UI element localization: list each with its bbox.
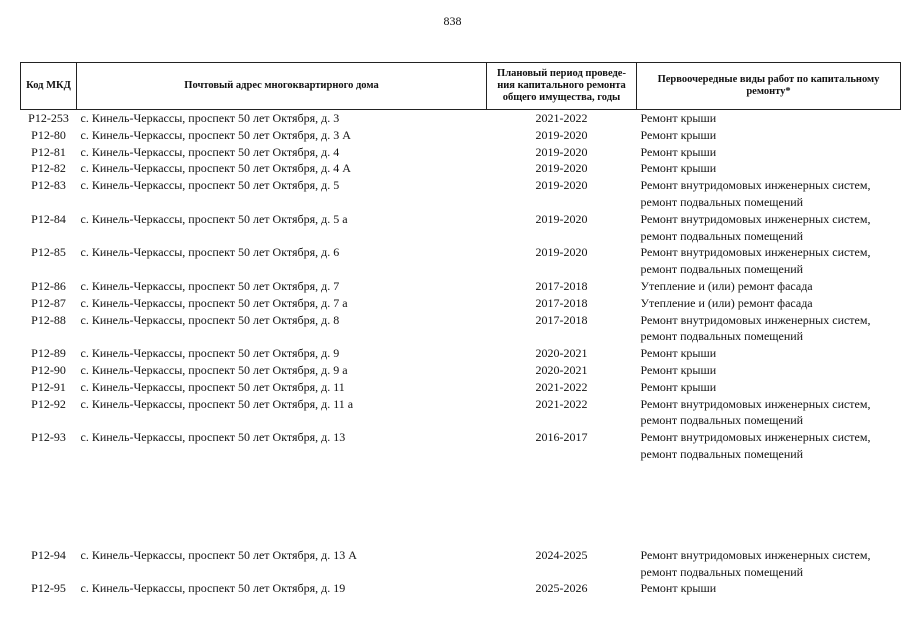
cell-code: Р12-85 <box>31 245 66 260</box>
cell-address: с. Кинель-Черкассы, проспект 50 лет Октября, д. 9 а <box>80 362 348 377</box>
table-row <box>21 144 901 161</box>
cell-code: Р12-90 <box>31 362 66 377</box>
cell-works: Ремонт крыши <box>640 581 717 596</box>
table-row <box>21 429 901 463</box>
cell-works: Ремонт крыши <box>640 144 717 159</box>
cell-code: Р12-83 <box>31 178 66 193</box>
cell-period: 2019-2020 <box>535 161 588 176</box>
cell-code: Р12-95 <box>31 581 66 596</box>
cell-address: с. Кинель-Черкассы, проспект 50 лет Октября, д. 11 <box>80 379 345 394</box>
table-row <box>21 379 901 396</box>
cell-address: с. Кинель-Черкассы, проспект 50 лет Октября, д. 19 <box>80 581 346 596</box>
cell-works: Утепление и (или) ремонт фасада <box>640 295 813 310</box>
cell-address: с. Кинель-Черкассы, проспект 50 лет Октября, д. 9 <box>80 346 340 361</box>
table-row <box>21 177 901 211</box>
cell-period: 2019-2020 <box>535 178 588 193</box>
cell-period: 2019-2020 <box>535 127 588 142</box>
cell-period: 2021-2022 <box>535 379 588 394</box>
table-row <box>21 127 901 144</box>
cell-address: с. Кинель-Черкассы, проспект 50 лет Октября, д. 7 а <box>80 295 348 310</box>
repair-schedule-table <box>20 62 901 597</box>
cell-address: с. Кинель-Черкассы, проспект 50 лет Октября, д. 4 А <box>80 161 351 176</box>
cell-works: Ремонт внутридомовых инженерных систем, ремонт подвальных помещений <box>640 211 871 243</box>
cell-code: Р12-253 <box>28 111 69 125</box>
page-number: 838 <box>443 14 462 28</box>
cell-code: Р12-91 <box>31 379 66 394</box>
header-address: Почтовый адрес многоквартирного дома <box>77 63 487 110</box>
cell-address: с. Кинель-Черкассы, проспект 50 лет Октября, д. 8 <box>80 312 340 327</box>
cell-code: Р12-81 <box>31 144 66 159</box>
cell-works: Ремонт внутридомовых инженерных систем, ремонт подвальных помещений <box>640 396 871 428</box>
cell-code: Р12-93 <box>31 430 66 445</box>
header-period: Плановый период проведе-ния капитального ремонта общего имущества, годы <box>487 63 637 110</box>
cell-period: 2019-2020 <box>535 211 588 226</box>
cell-period: 2019-2020 <box>535 144 588 159</box>
cell-code: Р12-89 <box>31 346 66 361</box>
cell-works: Ремонт крыши <box>640 379 717 394</box>
table-row <box>21 295 901 312</box>
cell-period: 2021-2022 <box>535 396 588 411</box>
cell-code: Р12-80 <box>31 127 66 142</box>
cell-works: Ремонт внутридомовых инженерных систем, ремонт подвальных помещений <box>640 178 871 209</box>
cell-code: Р12-94 <box>31 547 66 562</box>
cell-address: с. Кинель-Черкассы, проспект 50 лет Октября, д. 5 а <box>80 211 348 226</box>
cell-code: Р12-82 <box>31 161 66 176</box>
table-body <box>21 110 901 598</box>
cell-code: Р12-86 <box>31 278 66 293</box>
cell-works: Ремонт крыши <box>640 161 717 176</box>
cell-code: Р12-88 <box>31 312 66 327</box>
cell-period: 2024-2025 <box>535 547 588 562</box>
header-works: Первоочередные виды работ по капитальному ремонту* <box>637 63 901 110</box>
cell-period: 2017-2018 <box>535 312 588 327</box>
cell-period: 2020-2021 <box>535 346 588 361</box>
cell-address: с. Кинель-Черкассы, проспект 50 лет Октября, д. 11 а <box>80 396 354 411</box>
table-row <box>21 396 901 430</box>
cell-period: 2019-2020 <box>535 245 588 260</box>
cell-period: 2021-2022 <box>535 111 588 125</box>
cell-address: с. Кинель-Черкассы, проспект 50 лет Октября, д. 13 <box>80 430 346 445</box>
cell-works: Ремонт внутридомовых инженерных систем, ремонт подвальных помещений <box>640 312 871 344</box>
cell-works: Ремонт крыши <box>640 111 717 125</box>
cell-address: с. Кинель-Черкассы, проспект 50 лет Октября, д. 4 <box>80 144 340 159</box>
cell-works: Ремонт внутридомовых инженерных систем, ремонт подвальных помещений <box>640 430 871 461</box>
cell-works: Ремонт крыши <box>640 362 717 377</box>
cell-period: 2016-2017 <box>535 430 588 445</box>
table-row <box>21 160 901 177</box>
cell-code: Р12-92 <box>31 396 66 411</box>
table-row <box>21 345 901 362</box>
cell-works: Ремонт внутридомовых инженерных систем, ремонт подвальных помещений <box>640 547 871 579</box>
table-spacer-cell <box>21 463 901 547</box>
cell-address: с. Кинель-Черкассы, проспект 50 лет Октября, д. 3 <box>80 111 340 125</box>
table-row <box>21 362 901 379</box>
cell-address: с. Кинель-Черкассы, проспект 50 лет Октября, д. 13 А <box>80 547 357 562</box>
cell-address: с. Кинель-Черкассы, проспект 50 лет Октября, д. 3 А <box>80 127 351 142</box>
cell-period: 2025-2026 <box>535 581 588 596</box>
cell-code: Р12-87 <box>31 295 66 310</box>
cell-period: 2017-2018 <box>535 278 588 293</box>
cell-works: Утепление и (или) ремонт фасада <box>640 278 813 293</box>
cell-period: 2020-2021 <box>535 362 588 377</box>
header-code: Код МКД <box>21 63 77 110</box>
table-row <box>21 278 901 295</box>
table-header-row <box>21 63 901 110</box>
table-row <box>21 110 901 127</box>
table-row <box>21 547 901 581</box>
table-row <box>21 312 901 346</box>
cell-code: Р12-84 <box>31 211 66 226</box>
table-row <box>21 244 901 278</box>
table-row <box>21 211 901 245</box>
table-row <box>21 580 901 597</box>
cell-address: с. Кинель-Черкассы, проспект 50 лет Октября, д. 7 <box>80 278 340 293</box>
cell-works: Ремонт внутридомовых инженерных систем, ремонт подвальных помещений <box>640 245 871 277</box>
cell-address: с. Кинель-Черкассы, проспект 50 лет Октября, д. 6 <box>80 245 340 260</box>
cell-works: Ремонт крыши <box>640 346 717 361</box>
cell-works: Ремонт крыши <box>640 127 717 142</box>
cell-address: с. Кинель-Черкассы, проспект 50 лет Октября, д. 5 <box>80 178 340 193</box>
cell-period: 2017-2018 <box>535 295 588 310</box>
table-spacer-row <box>21 463 901 547</box>
